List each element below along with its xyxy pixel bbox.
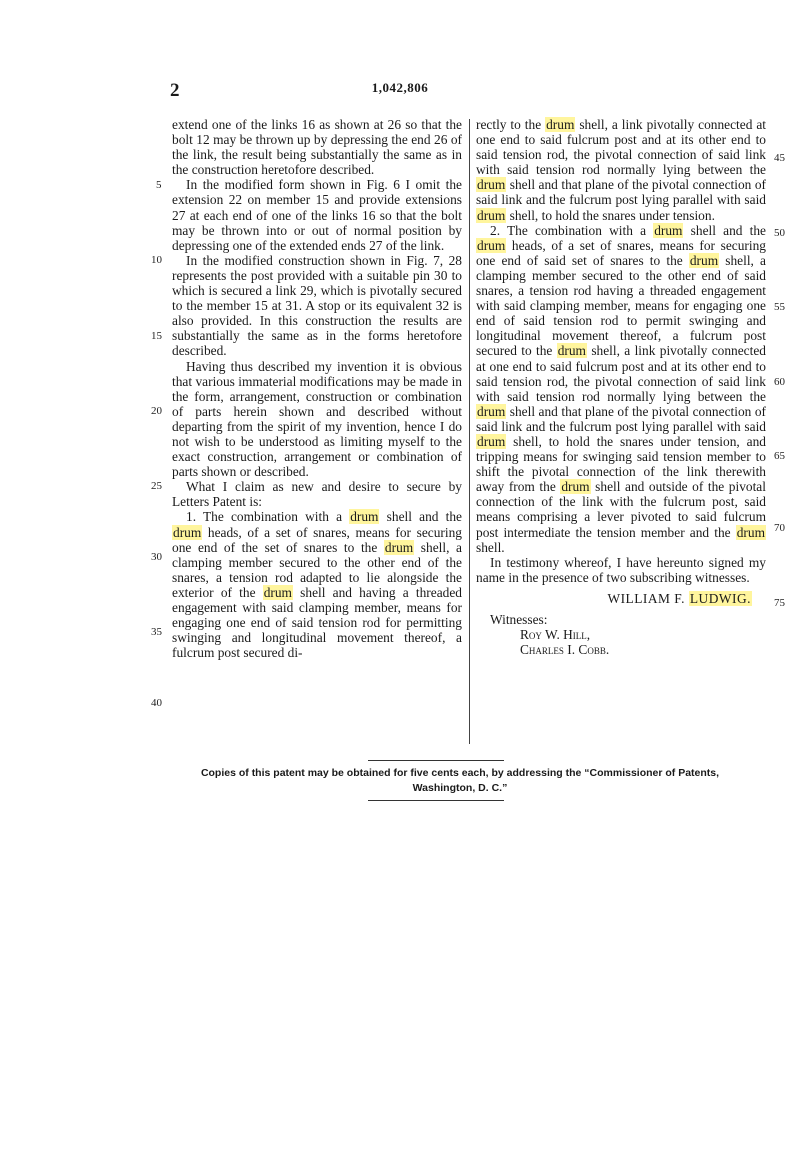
right-column bbox=[476, 117, 766, 657]
page-number: 2 bbox=[170, 80, 180, 101]
claim-1-continuation: rectly to the drum shell, a link pivotally connected at one end to said fulcrum post and at its other end to said tension rod, the pivotal connection of said link with said tension rod normally lying between the drum shell and that plane of the pivotal connection of said link and the fulcrum post lying parallel with said drum shell, to hold the snares under tension. bbox=[476, 117, 767, 223]
search-highlight: drum bbox=[477, 207, 506, 223]
line-number: 20 bbox=[151, 405, 162, 417]
search-highlight: drum bbox=[263, 584, 292, 600]
search-highlight: drum bbox=[477, 433, 506, 449]
line-number: 30 bbox=[151, 551, 162, 563]
column-divider bbox=[469, 119, 470, 744]
search-highlight: drum bbox=[477, 177, 506, 193]
paragraph-continuation: extend one of the links 16 as shown at 26 so that the bolt 12 may be thrown up by depressing the end 26 of the link, the result being substantially the same as in the construction heretofore described. bbox=[172, 117, 462, 178]
paragraph-modifications: Having thus described my invention it is obvious that various immaterial modifications may be made in the form, arrangement, construction or combination of parts herein shown and described without departing from the spirit of my invention, hence I do not wish to be understood as limiting myself to the exact construction, arrangement or combination of parts shown or described. bbox=[172, 358, 462, 480]
search-highlight: drum bbox=[557, 343, 586, 359]
line-number: 45 bbox=[774, 152, 785, 164]
search-highlight: drum bbox=[384, 539, 414, 555]
line-number: 70 bbox=[774, 522, 785, 534]
line-number: 55 bbox=[774, 301, 785, 313]
line-number: 40 bbox=[151, 697, 162, 709]
paragraph-fig7: In the modified construction shown in Fig. 7, 28 represents the post provided with a suitable pin 30 to which is secured a link 29, which is pivotally secured to the member 15 at 31. A stop or its equivalent 32 is also provided. In this construction the results are substantially the same as in the forms heretofore described. bbox=[172, 252, 462, 359]
patent-number: 1,042,806 bbox=[371, 80, 429, 95]
search-highlight: drum bbox=[350, 509, 379, 525]
line-number: 75 bbox=[774, 597, 785, 609]
line-number: 10 bbox=[151, 254, 162, 266]
line-number: 35 bbox=[151, 626, 162, 638]
witness-1: Roy W. Hill, bbox=[520, 627, 591, 643]
search-highlight: drum bbox=[561, 479, 590, 495]
testimony-paragraph: In testimony whereof, I have hereunto signed my name in the presence of two subscribing witnesses. bbox=[476, 554, 766, 585]
paragraph-fig6: In the modified form shown in Fig. 6 I omit the extension 22 on member 15 and provide extensions 27 at each end of one of the links 16 so that the bolt may be thrown into or out of normal position by depressing one of the extended ends 27 of the link. bbox=[172, 177, 462, 253]
search-highlight: drum bbox=[173, 524, 202, 540]
line-number: 65 bbox=[774, 450, 785, 462]
claim-preamble: What I claim as new and desire to secure by Letters Patent is: bbox=[172, 479, 462, 510]
left-column bbox=[172, 117, 462, 660]
line-number: 60 bbox=[774, 376, 785, 388]
witnesses-label: Witnesses: bbox=[490, 612, 548, 627]
line-number: 25 bbox=[151, 480, 162, 492]
inventor-signature: WILLIAM F. LUDWIG. bbox=[607, 590, 751, 606]
search-highlight: drum bbox=[477, 237, 506, 253]
claim-1: 1. The combination with a drum shell and the drum heads, of a set of snares, means for securing one end of the set of snares to the drum shell, a clamping member secured to the other end of the snares, a tension rod adapted to lie alongside the exterior of the drum shell and having a threaded engagement with said clamping member, means for engaging one end of said tension rod for permitting swinging and longitudinal movement thereof, a fulcrum post secured di- bbox=[172, 509, 462, 661]
line-number: 50 bbox=[774, 227, 785, 239]
footer-notice bbox=[150, 766, 770, 796]
footer-rule-top bbox=[368, 760, 504, 761]
line-number: 15 bbox=[151, 330, 162, 342]
line-number: 5 bbox=[156, 179, 162, 191]
search-highlight: drum bbox=[689, 252, 719, 268]
claim-2: 2. The combination with a drum shell and the drum heads, of a set of snares, means for securing one end of said set of snares to the drum shell, a clamping member secured to the other end of said snares, a tension rod having a threaded engagement with said clamping member, means for engaging one end of said tension rod to permit swinging and longitudinal movement thereof, a fulcrum post secured to the drum shell, a link pivotally connected at one end to said fulcrum post and at its other end to said tension rod, the pivotal connection of said link with said tension rod normally lying between the drum shell and that plane of the pivotal connection of said link and the fulcrum post lying parallel with said drum shell, to hold the snares under tension, and tripping means for swinging said tension member to shift the pivotal connection of the link therewith away from the drum shell and outside of the pivotal connection of the link with the fulcrum post, said means comprising a lever pivoted to said fulcrum post intermediate the tension member and the drum shell. bbox=[476, 222, 766, 555]
footer-line-2: Washington, D. C.” bbox=[412, 782, 508, 794]
witness-2: Charles I. Cobb. bbox=[520, 642, 610, 658]
search-highlight: drum bbox=[546, 117, 575, 132]
search-highlight: drum bbox=[736, 524, 765, 540]
footer-line-1: Copies of this patent may be obtained for five cents each, by addressing the “Commissioner of Patents, bbox=[200, 767, 720, 779]
search-highlight: LUDWIG. bbox=[689, 590, 751, 606]
footer-rule-bottom bbox=[368, 800, 504, 801]
search-highlight: drum bbox=[477, 403, 506, 419]
search-highlight: drum bbox=[654, 222, 683, 238]
